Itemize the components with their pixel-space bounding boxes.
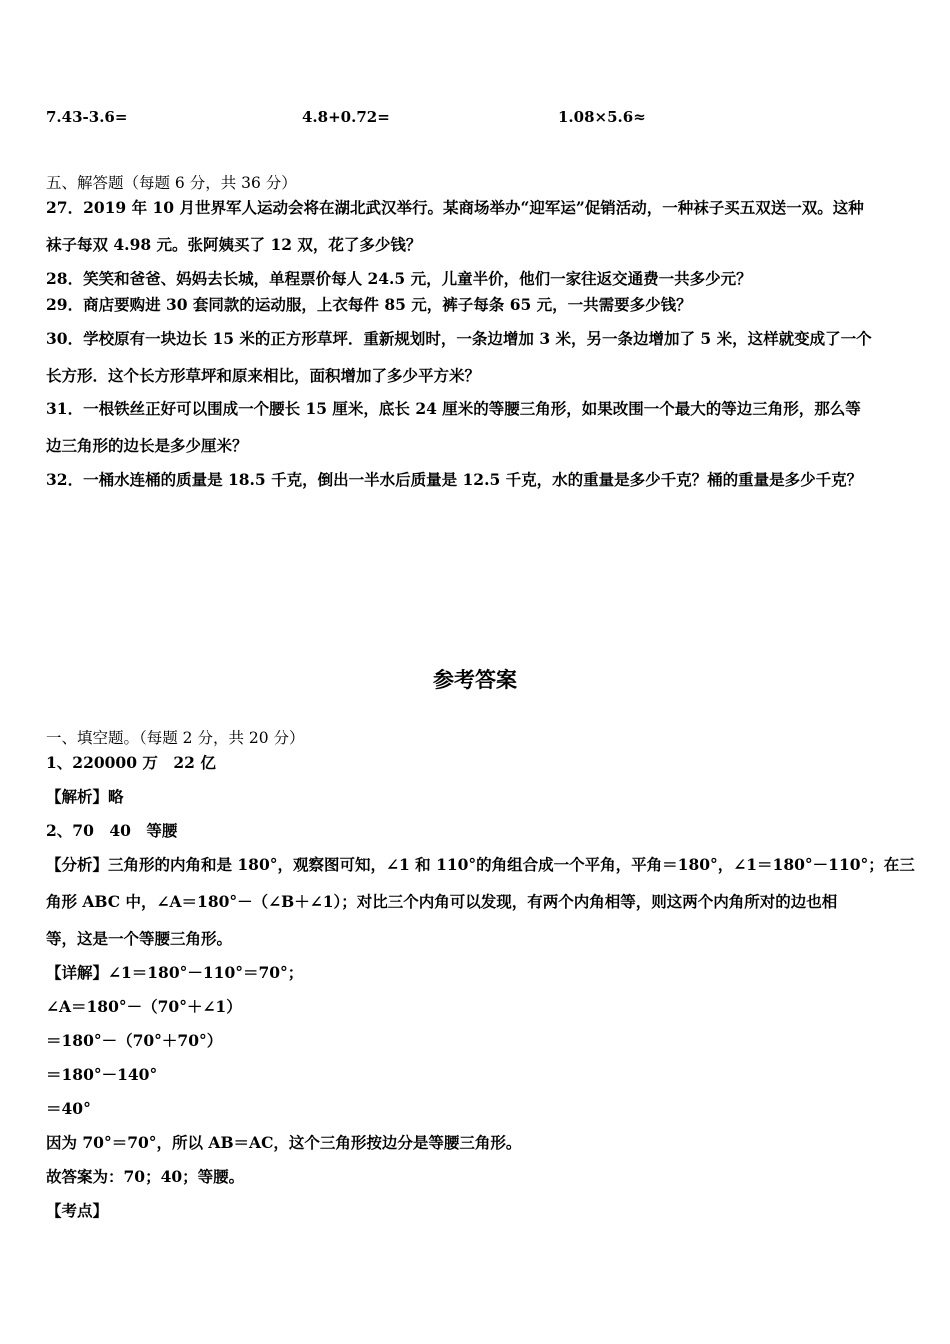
- answer-2-detail-line2: ∠A＝180°－（70°＋∠1）: [46, 997, 242, 1016]
- answer-2-detail-line7: 故答案为：70；40；等腰。: [46, 1167, 245, 1186]
- calc-2: 4.8+0.72=: [302, 108, 390, 126]
- calc-3: 1.08×5.6≈: [558, 108, 646, 126]
- section5-heading: 五、解答题（每题 6 分，共 36 分）: [46, 174, 297, 192]
- answer-2-detail-line1: 【详解】∠1＝180°－110°＝70°；: [46, 963, 304, 982]
- q28: 28．笑笑和爸爸、妈妈去长城，单程票价每人 24.5 元，儿童半价，他们一家往返交通费一共多少元？: [46, 269, 752, 288]
- q27-line1: 27．2019 年 10 月世界军人运动会将在湖北武汉举行。某商场举办“迎军运”促销活动，一种袜子买五双送一双。这种: [46, 198, 864, 217]
- answers-title: 参考答案: [433, 667, 517, 692]
- answer-2-detail-line6: 因为 70°＝70°，所以 AB＝AC，这个三角形按边分是等腰三角形。: [46, 1133, 522, 1152]
- answer-2: 2、70 40 等腰: [46, 821, 178, 840]
- q29: 29．商店要购进 30 套同款的运动服，上衣每件 85 元，裤子每条 65 元，一共需要多少钱？: [46, 295, 692, 314]
- q30-line1: 30．学校原有一块边长 15 米的正方形草坪．重新规划时，一条边增加 3 米，另一条边增加了 5 米，这样就变成了一个: [46, 329, 872, 348]
- calc-1: 7.43-3.6=: [46, 108, 128, 126]
- answer-2-detail-line5: ＝40°: [46, 1099, 91, 1118]
- answer-1: 1、220000 万 22 亿: [46, 753, 216, 772]
- answer-2-detail-line3: ＝180°－（70°＋70°）: [46, 1031, 223, 1050]
- answer-2-analysis-line1: 【分析】三角形的内角和是 180°，观察图可知，∠1 和 110°的角组合成一个平角，平角＝180°，∠1＝180°－110°；在三: [46, 855, 915, 874]
- q31-line1: 31．一根铁丝正好可以围成一个腰长 15 厘米，底长 24 厘米的等腰三角形，如果改围一个最大的等边三角形，那么等: [46, 399, 861, 418]
- q27-line2: 袜子每双 4.98 元。张阿姨买了 12 双，花了多少钱？: [46, 235, 422, 254]
- answer-1-analysis: 【解析】略: [46, 787, 124, 806]
- answer-2-analysis-line2: 角形 ABC 中，∠A＝180°－（∠B＋∠1）；对比三个内角可以发现，有两个内角相等，则这两个内角所对的边也相: [46, 892, 838, 911]
- q32: 32．一桶水连桶的质量是 18.5 千克，倒出一半水后质量是 12.5 千克，水的重量是多少千克？桶的重量是多少千克？: [46, 470, 863, 489]
- q30-line2: 长方形．这个长方形草坪和原来相比，面积增加了多少平方米？: [46, 366, 481, 385]
- q31-line2: 边三角形的边长是多少厘米？: [46, 436, 248, 455]
- answer-2-detail-line4: ＝180°－140°: [46, 1065, 158, 1084]
- answer-2-kaodian: 【考点】: [46, 1201, 109, 1220]
- answer-2-analysis-line3: 等，这是一个等腰三角形。: [46, 929, 233, 948]
- answers-section1-heading: 一、填空题。（每题 2 分，共 20 分）: [46, 729, 305, 747]
